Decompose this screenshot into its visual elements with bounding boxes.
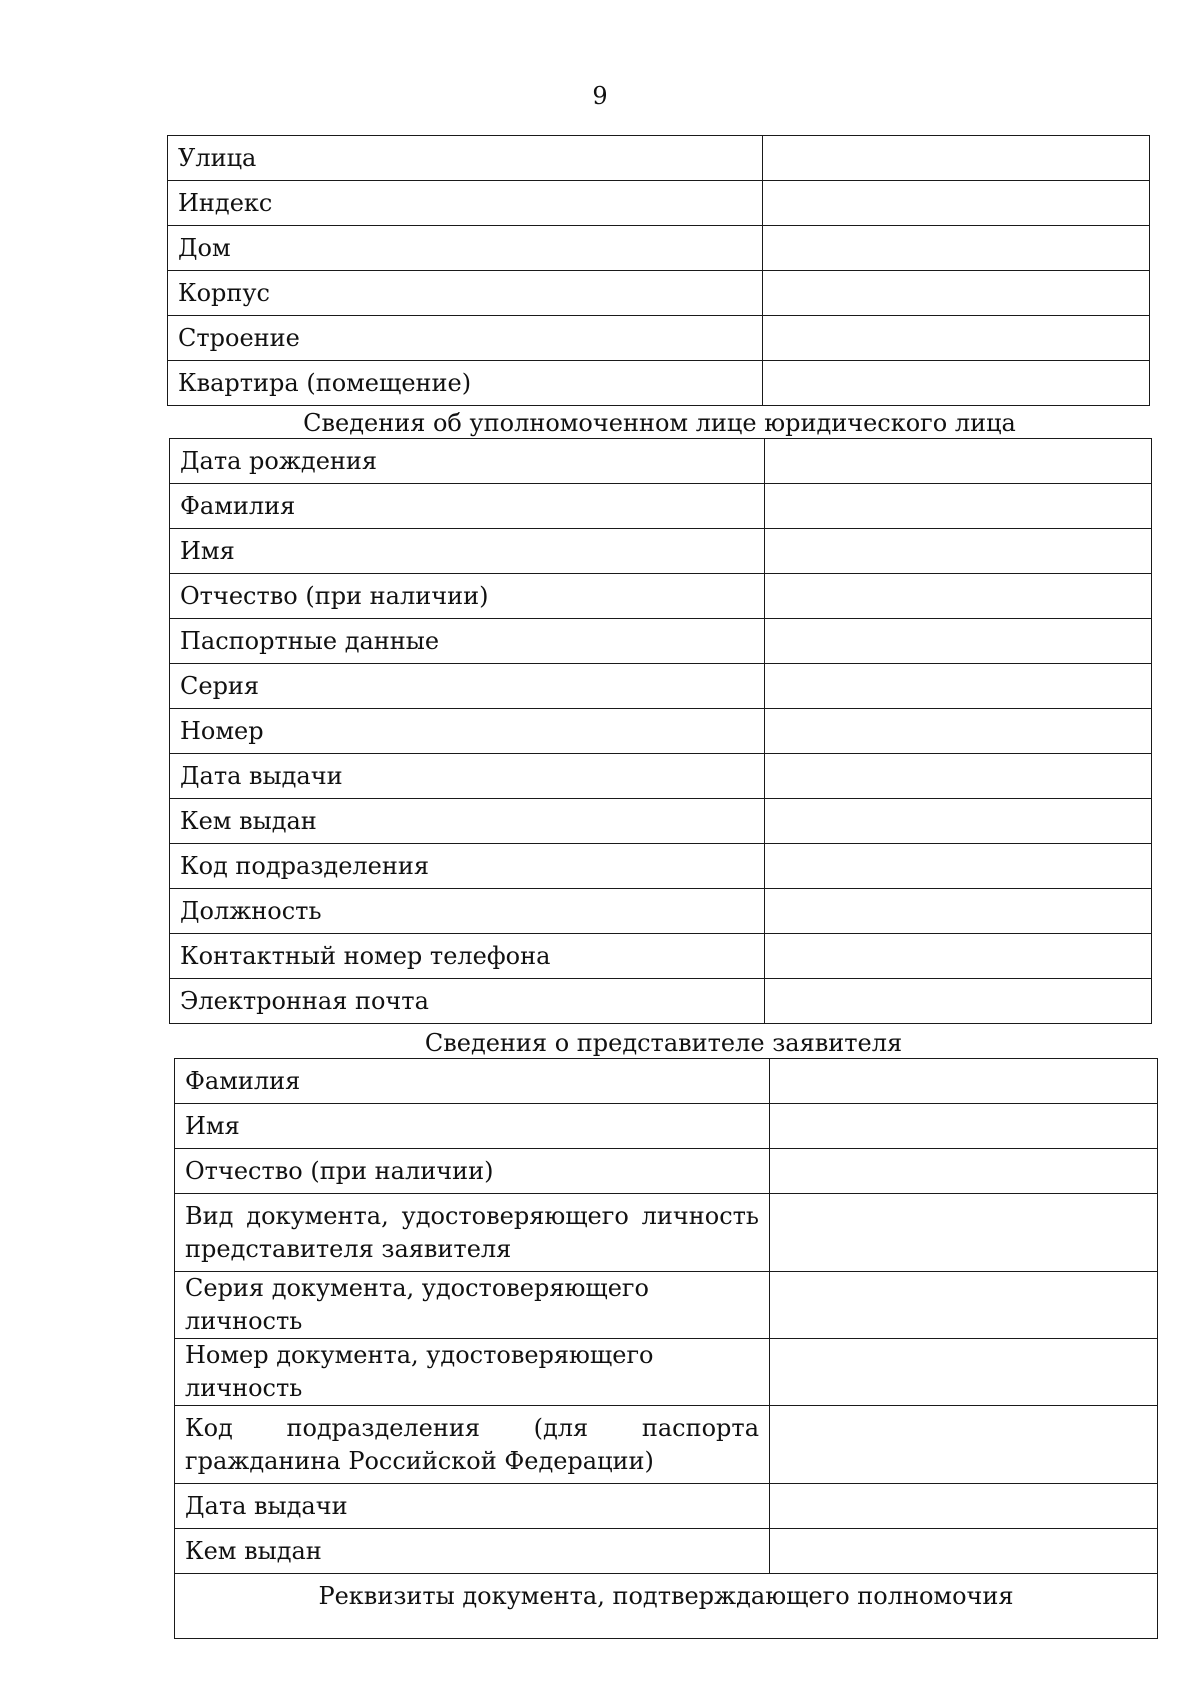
table-row <box>170 754 1152 799</box>
value-cell[interactable] <box>765 709 1152 754</box>
value-cell[interactable] <box>765 844 1152 889</box>
value-cell[interactable] <box>765 979 1152 1024</box>
authority-document-header: Реквизиты документа, подтверждающего полномочия <box>175 1574 1158 1639</box>
table-row <box>175 1104 1158 1149</box>
representative-table <box>174 1058 1158 1639</box>
table-row <box>170 979 1152 1024</box>
row-label: Серия <box>170 664 765 709</box>
address-table <box>167 135 1150 406</box>
table-row <box>170 844 1152 889</box>
table-row <box>170 709 1152 754</box>
row-label: Кем выдан <box>170 799 765 844</box>
table-row <box>170 484 1152 529</box>
value-cell[interactable] <box>770 1149 1158 1194</box>
row-label: Электронная почта <box>170 979 765 1024</box>
page-number: 9 <box>592 82 608 110</box>
table-row <box>175 1484 1158 1529</box>
value-cell[interactable] <box>765 934 1152 979</box>
value-cell[interactable] <box>765 574 1152 619</box>
row-label: Квартира (помещение) <box>168 361 763 406</box>
value-cell[interactable] <box>765 439 1152 484</box>
table-row <box>168 271 1150 316</box>
table-row <box>170 934 1152 979</box>
value-cell[interactable] <box>765 889 1152 934</box>
row-label: Корпус <box>168 271 763 316</box>
row-label: Дата выдачи <box>175 1484 770 1529</box>
representative-title: Сведения о представителе заявителя <box>424 1029 903 1057</box>
value-cell[interactable] <box>770 1194 1158 1272</box>
table-row <box>175 1529 1158 1574</box>
row-label: Улица <box>168 136 763 181</box>
row-label: Индекс <box>168 181 763 226</box>
value-cell[interactable] <box>765 484 1152 529</box>
value-cell[interactable] <box>765 529 1152 574</box>
table-row <box>170 439 1152 484</box>
table-row <box>168 316 1150 361</box>
authorized-person-title: Сведения об уполномоченном лице юридического лица <box>303 409 1016 437</box>
row-label: Код подразделения (для паспорта гражданина Российской Федерации) <box>175 1406 770 1484</box>
value-cell[interactable] <box>763 181 1150 226</box>
value-cell[interactable] <box>763 271 1150 316</box>
table-row <box>170 529 1152 574</box>
table-row <box>175 1194 1158 1272</box>
row-label: Фамилия <box>170 484 765 529</box>
row-label: Паспортные данные <box>170 619 765 664</box>
authorized-person-table <box>169 438 1152 1024</box>
row-label: Отчество (при наличии) <box>175 1149 770 1194</box>
row-label: Должность <box>170 889 765 934</box>
table-row <box>175 1406 1158 1484</box>
table-row <box>175 1059 1158 1104</box>
row-label: Номер <box>170 709 765 754</box>
row-label: Номер документа, удостоверяющего личность <box>175 1339 770 1406</box>
value-cell[interactable] <box>765 799 1152 844</box>
row-label: Дата выдачи <box>170 754 765 799</box>
value-cell[interactable] <box>763 226 1150 271</box>
row-label: Дом <box>168 226 763 271</box>
row-label: Кем выдан <box>175 1529 770 1574</box>
row-label: Имя <box>175 1104 770 1149</box>
table-row <box>170 664 1152 709</box>
table-row <box>170 619 1152 664</box>
table-row <box>170 889 1152 934</box>
value-cell[interactable] <box>770 1104 1158 1149</box>
row-label: Вид документа, удостоверяющего личность представителя заявителя <box>175 1194 770 1272</box>
value-cell[interactable] <box>765 619 1152 664</box>
row-label: Код подразделения <box>170 844 765 889</box>
table-row <box>175 1574 1158 1639</box>
table-row <box>168 361 1150 406</box>
table-row <box>175 1272 1158 1339</box>
table-row <box>170 574 1152 619</box>
row-label: Серия документа, удостоверяющего личность <box>175 1272 770 1339</box>
row-label: Отчество (при наличии) <box>170 574 765 619</box>
value-cell[interactable] <box>770 1406 1158 1484</box>
table-row <box>168 226 1150 271</box>
row-label: Имя <box>170 529 765 574</box>
table-row <box>175 1339 1158 1406</box>
row-label: Фамилия <box>175 1059 770 1104</box>
table-row <box>168 136 1150 181</box>
row-label: Строение <box>168 316 763 361</box>
row-label: Контактный номер телефона <box>170 934 765 979</box>
value-cell[interactable] <box>763 136 1150 181</box>
value-cell[interactable] <box>763 316 1150 361</box>
value-cell[interactable] <box>765 754 1152 799</box>
value-cell[interactable] <box>770 1339 1158 1406</box>
value-cell[interactable] <box>770 1484 1158 1529</box>
table-row <box>175 1149 1158 1194</box>
value-cell[interactable] <box>770 1059 1158 1104</box>
value-cell[interactable] <box>765 664 1152 709</box>
value-cell[interactable] <box>763 361 1150 406</box>
table-row <box>168 181 1150 226</box>
table-row <box>170 799 1152 844</box>
value-cell[interactable] <box>770 1272 1158 1339</box>
row-label: Дата рождения <box>170 439 765 484</box>
value-cell[interactable] <box>770 1529 1158 1574</box>
